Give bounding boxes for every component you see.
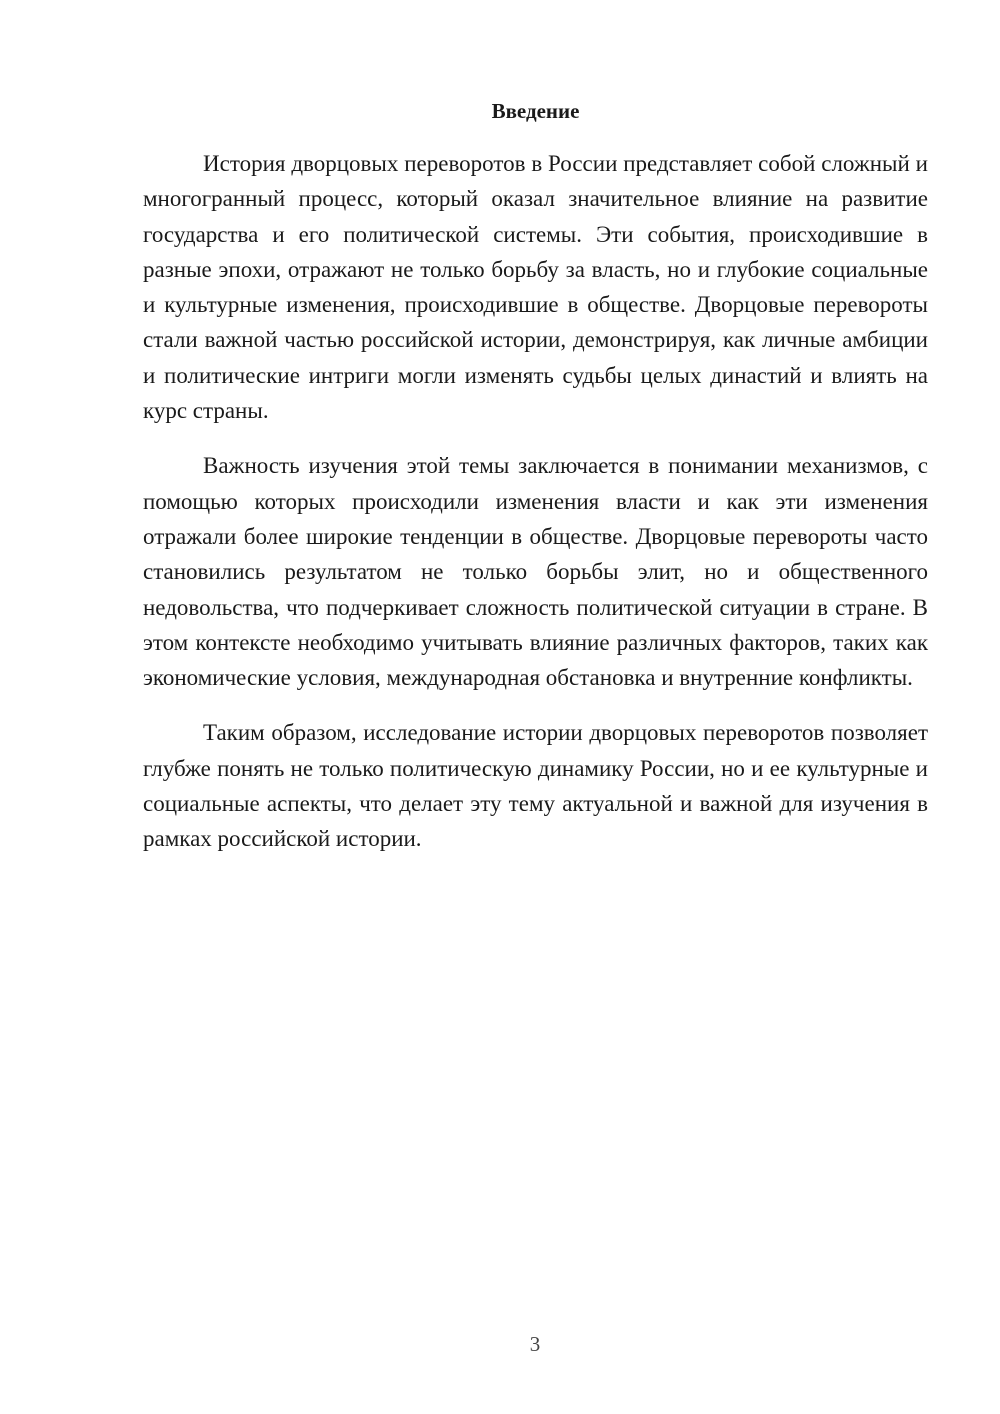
page-number: 3 [529, 1332, 541, 1356]
paragraph-1: История дворцовых переворотов в России представляет собой сложный и многогранный процесс, который оказал значительное влияние на развитие государства и его политической системы. Эти события, происходившие в разные эпохи, отражают не только борьбу за власть, но и глубокие социальные и культурные изменения, происходившие в обществе. Дворцовые перевороты стали важной частью российской истории, демонстрируя, как личные амбиции и политические интриги могли изменять судьбы целых династий и влиять на курс страны. [143, 151, 928, 424]
section-title: Введение [491, 99, 580, 123]
page-content [143, 96, 928, 877]
paragraph-2: Важность изучения этой темы заключается в понимании механизмов, с помощью которых происходили изменения власти и как эти изменения отражали более широкие тенденции в обществе. Дворцовые перевороты часто становились результатом не только борьбы элит, но и общественного недовольства, что подчеркивает сложность политической ситуации в стране. В этом контексте необходимо учитывать влияние различных факторов, таких как экономические условия, международная обстановка и внутренние конфликты. [143, 453, 928, 691]
paragraph-3: Таким образом, исследование истории дворцовых переворотов позволяет глубже понять не только политическую динамику России, но и ее культурные и социальные аспекты, что делает эту тему актуальной и важной для изучения в рамках российской истории. [143, 720, 928, 852]
